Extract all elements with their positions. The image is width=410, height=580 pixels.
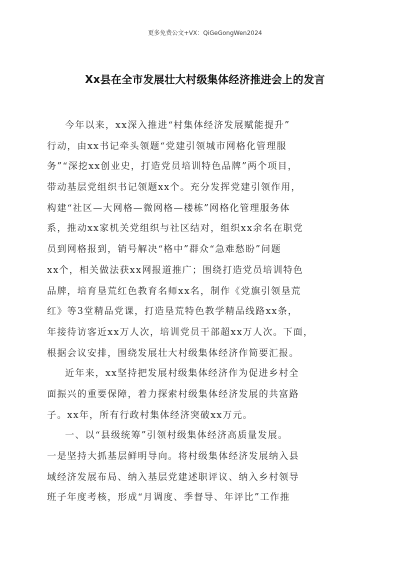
body-text-line: 面振兴的重要保障，着力探索村级集体经济发展的共富路 — [47, 388, 300, 400]
body-text-line: 近年来，xx坚持把发展村级集体经济作为促进乡村全 — [65, 368, 300, 380]
body-text-line: 带动基层党组织书记领题xx个。充分发挥党建引领作用， — [47, 182, 302, 194]
body-text-line: 务”“深挖xx创业史，打造党员培训特色品牌”两个项目， — [47, 161, 298, 173]
body-text-line: 构建“社区—大网格—微网格—楼栋”网格化管理服务体 — [47, 202, 291, 214]
body-text-line: 系，推动xx家机关党组织与社区结对，组织xx余名在职党 — [47, 223, 304, 235]
body-text-line: 子。xx年，所有行政村集体经济突破xx万元。 — [47, 409, 253, 421]
document-body — [47, 116, 365, 509]
document-title: Xx县在全市发展壮大村级集体经济推进会上的发言 — [85, 74, 325, 86]
body-text-line: 红》等3堂精品党课，打造垦荒特色教学精品线路xx条， — [47, 306, 298, 318]
body-text-line: 一是坚持大抓基层鲜明导向。将村级集体经济发展纳入县 — [47, 451, 300, 462]
body-text-line: 员到网格报到，销号解决“格中”群众“急难愁盼”问题 — [47, 244, 282, 256]
body-text-line: 班子年度考核，形成“月调度、季督导、年评比”工作推 — [47, 492, 291, 504]
body-text-line: 域经济发展布局、纳入基层党建述职评议、纳入乡村领导 — [47, 471, 300, 483]
body-text-line: xx个，相关做法获xx网报道推广；围绕打造党员培训特色 — [47, 264, 304, 276]
body-text-line: 根据会议安排，围绕发展壮大村级集体经济作简要汇报。 — [47, 347, 300, 359]
body-text-line: 一、以“县级统筹”引领村级集体经济高质量发展。 — [65, 430, 289, 442]
body-text-line: 今年以来，xx深入推进“村集体经济发展赋能提升” — [65, 120, 291, 131]
body-text-line: 行动，由xx书记牵头领题“党建引领城市网格化管理服 — [47, 140, 287, 152]
header-note: 更多免费公文+VX：QiGeGongWen2024 — [147, 30, 263, 37]
body-text-line: 年接待访客近xx万人次，培训党员干部超xx万人次。下面， — [47, 326, 314, 338]
body-text-line: 品牌，培育垦荒红色教育名师xx名，制作《党旗引领垦荒 — [47, 285, 302, 297]
